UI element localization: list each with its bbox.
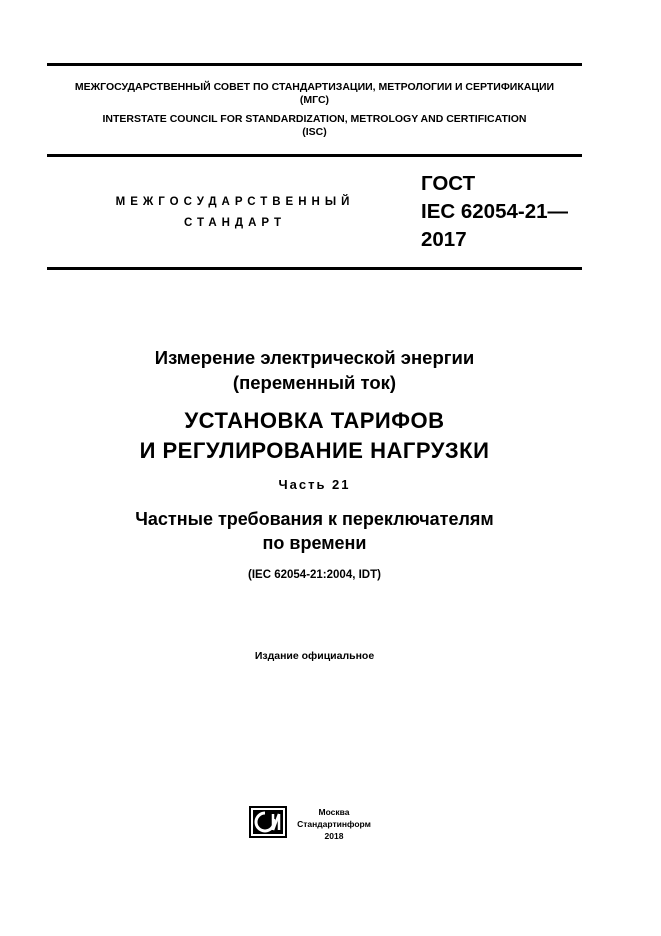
iec-reference: (IEC 62054-21:2004, IDT) <box>248 569 381 581</box>
designation-rule <box>47 267 582 270</box>
edition-note: Издание официальное <box>254 650 375 662</box>
publisher-info <box>296 806 372 842</box>
council-en: INTERSTATE COUNCIL FOR STANDARDIZATION, METROLOGY AND CERTIFICATION <box>102 113 527 125</box>
gost-line3: 2017 <box>421 228 467 251</box>
subtitle-line2: по времени <box>262 533 367 553</box>
gost-line1: ГОСТ <box>421 172 476 195</box>
subtitle-line1: Частные требования к переключателям <box>135 509 494 529</box>
gost-designation <box>421 170 568 254</box>
title-line2: (переменный ток) <box>232 372 397 393</box>
standartinform-logo-icon <box>249 806 287 838</box>
main-title-line1: УСТАНОВКА ТАРИФОВ <box>184 408 445 433</box>
publisher-year: 2018 <box>324 831 344 841</box>
council-en-abbr: (ISC) <box>302 126 327 138</box>
main-title-line2: И РЕГУЛИРОВАНИЕ НАГРУЗКИ <box>139 438 490 463</box>
council-ru-abbr: (МГС) <box>299 94 330 106</box>
council-ru: МЕЖГОСУДАРСТВЕННЫЙ СОВЕТ ПО СТАНДАРТИЗАЦИИ, МЕТРОЛОГИИ И СЕРТИФИКАЦИИ <box>74 81 555 93</box>
standard-type-line2: СТАНДАРТ <box>184 217 286 229</box>
title-line1: Измерение электрической энергии <box>154 347 475 368</box>
publisher-name: Стандартинформ <box>297 819 371 829</box>
gost-line2: IEC 62054-21— <box>421 200 569 223</box>
header-rule <box>47 154 582 157</box>
part-number: Часть 21 <box>278 477 351 492</box>
publisher-city: Москва <box>318 807 350 817</box>
standard-type-line1: МЕЖГОСУДАРСТВЕННЫЙ <box>115 196 355 208</box>
top-rule <box>47 63 582 66</box>
